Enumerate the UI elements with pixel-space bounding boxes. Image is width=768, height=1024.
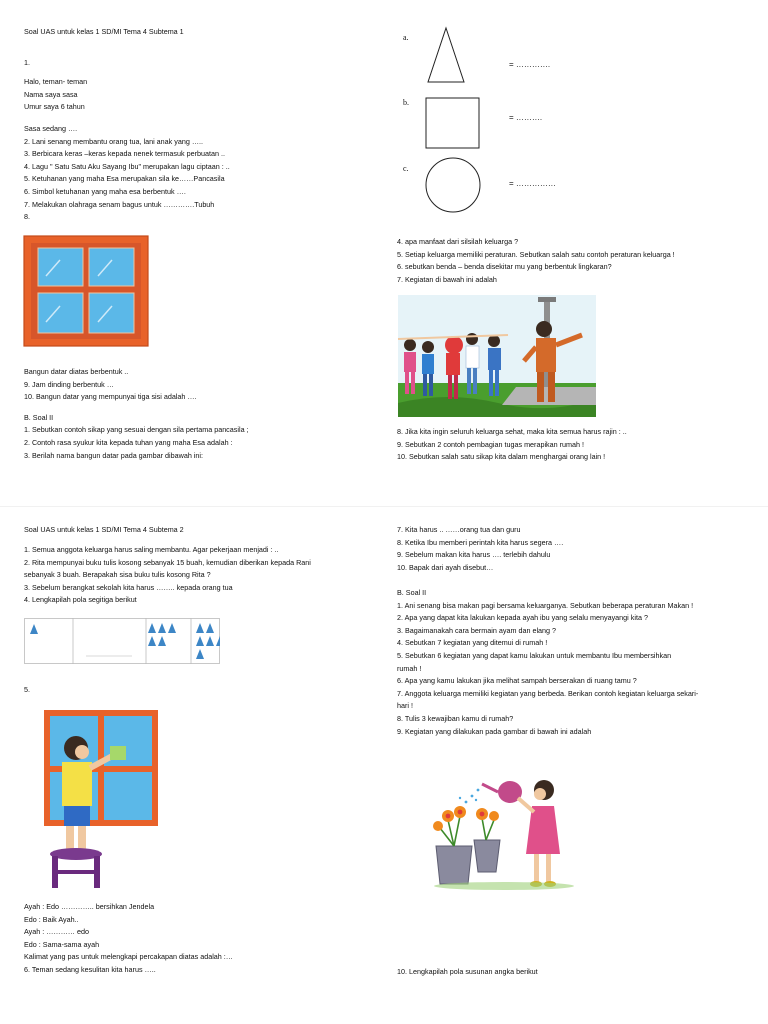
question-item: 1. Sebutkan contoh sikap yang sesuai dengan sila pertama pancasila ; <box>24 425 249 435</box>
question-item: 8. <box>24 212 30 222</box>
question-item: 1. Semua anggota keluarga harus saling membantu. Agar pekerjaan menjadi : .. <box>24 545 279 554</box>
question-item: 2. Apa yang dapat kita lakukan kepada ayah ibu yang selalu menyayangi kita ? <box>397 613 648 623</box>
question-item: Bangun datar diatas berbentuk .. <box>24 367 129 376</box>
boy-cleaning-window-image <box>40 708 162 892</box>
question-item: 4. Sebutkan 7 kegiatan yang ditemui di rumah ! <box>397 638 548 648</box>
question-item: 10. Sebutkan salah satu sikap kita dalam menghargai orang lain ! <box>397 452 606 462</box>
dialog-block <box>24 901 233 977</box>
shape-label-b: b. <box>403 98 409 107</box>
intro-line: Halo, teman- teman <box>24 77 88 86</box>
dialog-line: Ayah : Edo ………….. bersihkan Jendela <box>24 902 155 911</box>
question-item: 10. Bapak dari ayah disebut… <box>397 562 494 572</box>
question-list-1 <box>24 123 230 224</box>
question-list-2 <box>397 236 675 286</box>
question-item: 7. Kegiatan di bawah ini adalah <box>397 274 497 284</box>
question-list-2b <box>397 426 627 464</box>
question-item: 8. Jika kita ingin seluruh keluarga sehat, maka kita semua harus rajin : .. <box>397 427 627 436</box>
question-1-number: 1. <box>24 58 30 67</box>
worksheet-1-header <box>24 26 184 39</box>
question-item: 3. Berilah nama bangun datar pada gambar dibawah ini: <box>24 450 204 460</box>
question-item: 10. Bangun datar yang mempunyai tiga sisi adalah …. <box>24 392 197 402</box>
shape-label-c: c. <box>403 164 409 173</box>
intro-line: Nama saya sasa <box>24 89 78 99</box>
shape-label-a: a. <box>403 33 409 42</box>
question-item: 4. Lengkapilah pola segitiga berikut <box>24 595 137 605</box>
question-item: 2. Contoh rasa syukur kita kepada tuhan yang maha Esa adalah : <box>24 437 233 447</box>
question-item: hari ! <box>397 701 413 711</box>
dialog-line: Edo : Sama-sama ayah <box>24 939 100 949</box>
question-item: sebanyak 3 buah. Berapakah sisa buku tulis kosong Rita ? <box>24 570 211 580</box>
question-item: 9. Jam dinding berbentuk … <box>24 379 114 389</box>
question-item: 2. Lani senang membantu orang tua, lani anak yang ….. <box>24 136 204 146</box>
question-item: 4. apa manfaat dari silsilah keluarga ? <box>397 237 519 246</box>
worksheet-2-header <box>24 524 184 537</box>
question-item: 1. Ani senang bisa makan pagi bersama keluarganya. Sebutkan beberapa peraturan Makan ! <box>397 600 694 610</box>
answer-blank-c: = …………… <box>509 179 556 188</box>
question-item: 5. Setiap keluarga memiliki peraturan. Sebutkan salah satu contoh peraturan keluarga ! <box>397 249 675 259</box>
question-item: 5. Ketuhanan yang maha Esa merupakan sila ke……Pancasila <box>24 174 225 184</box>
worksheet-2-title: Soal UAS untuk kelas 1 SD/MI Tema 4 Subtema 2 <box>24 525 184 534</box>
worksheet-1-title: Soal UAS untuk kelas 1 SD/MI Tema 4 Subtema 1 <box>24 27 184 36</box>
question-list-4 <box>397 524 563 574</box>
question-item: 6. Apa yang kamu lakukan jika melihat sampah berserakan di ruang tamu ? <box>397 676 637 686</box>
answer-blank-b: = ………. <box>509 113 543 122</box>
answer-blank-a: = …………. <box>509 60 551 69</box>
question-item: Sasa sedang …. <box>24 124 78 133</box>
kids-exercise-image <box>398 295 596 417</box>
dialog-line: Ayah : ………… edo <box>24 927 89 937</box>
question-item: 8. Ketika Ibu memberi perintah kita harus segera …. <box>397 537 564 547</box>
question-item: 7. Kita harus .. ……orang tua dan guru <box>397 525 521 534</box>
question-item: 3. Sebelum berangkat sekolah kita harus …….. kepada orang tua <box>24 582 233 592</box>
question-final-block <box>397 966 538 979</box>
question-item: 3. Berbicara keras –keras kepada nenek termasuk perbuatan .. <box>24 149 225 159</box>
question-list-4b <box>397 587 698 738</box>
page-divider <box>0 506 768 507</box>
question-5-block <box>24 684 30 697</box>
question-item: 6. sebutkan benda – benda disekitar mu yang berbentuk lingkaran? <box>397 262 612 272</box>
question-list-3 <box>24 544 311 607</box>
question-item: Kalimat yang pas untuk melengkapi percakapan diatas adalah :… <box>24 952 233 962</box>
question-item: 4. Lagu " Satu Satu Aku Sayang Ibu" merupakan lagu ciptaan : .. <box>24 161 230 171</box>
question-item: 9. Kegiatan yang dilakukan pada gambar di bawah ini adalah <box>397 726 592 736</box>
circle-shape <box>424 156 482 214</box>
triangle-pattern <box>24 618 220 664</box>
question-5-number: 5. <box>24 685 30 694</box>
question-item: 2. Rita mempunyai buku tulis kosong sebanyak 15 buah, kemudian diberikan kepada Rani <box>24 557 311 567</box>
question-list-1b <box>24 366 249 462</box>
question-item: 7. Anggota keluarga memiliki kegiatan yang berbeda. Berikan contoh kegiatan keluarga sekari- <box>397 688 699 698</box>
triangle-shape <box>426 26 466 84</box>
question-item: rumah ! <box>397 663 422 673</box>
question-item: 10. Lengkapilah pola susunan angka berikut <box>397 967 538 976</box>
girl-watering-plants-image <box>414 768 572 892</box>
section-heading: B. Soal II <box>24 412 54 422</box>
square-shape <box>425 97 480 149</box>
question-item: 7. Melakukan olahraga senam bagus untuk ………….Tubuh <box>24 199 215 209</box>
window-image <box>24 236 148 346</box>
intro-text <box>24 76 87 114</box>
question-item: 9. Sebelum makan kita harus …. terlebih dahulu <box>397 550 551 560</box>
question-item: 6. Teman sedang kesulitan kita harus ….. <box>24 964 156 974</box>
question-item: 8. Tulis 3 kewajiban kamu di rumah? <box>397 713 514 723</box>
question-1-block <box>24 57 30 70</box>
spacer <box>24 404 249 412</box>
question-item: 5. Sebutkan 6 kegiatan yang dapat kamu lakukan untuk membantu Ibu membersihkan <box>397 650 672 660</box>
question-item: 6. Simbol ketuhanan yang maha esa berbentuk …. <box>24 186 186 196</box>
dialog-line: Edo : Baik Ayah.. <box>24 914 79 924</box>
section-heading: B. Soal II <box>397 588 427 597</box>
question-item: 9. Sebutkan 2 contoh pembagian tugas merapikan rumah ! <box>397 439 584 449</box>
intro-line: Umur saya 6 tahun <box>24 102 85 112</box>
question-item: 3. Bagaimanakah cara bermain ayam dan elang ? <box>397 625 557 635</box>
